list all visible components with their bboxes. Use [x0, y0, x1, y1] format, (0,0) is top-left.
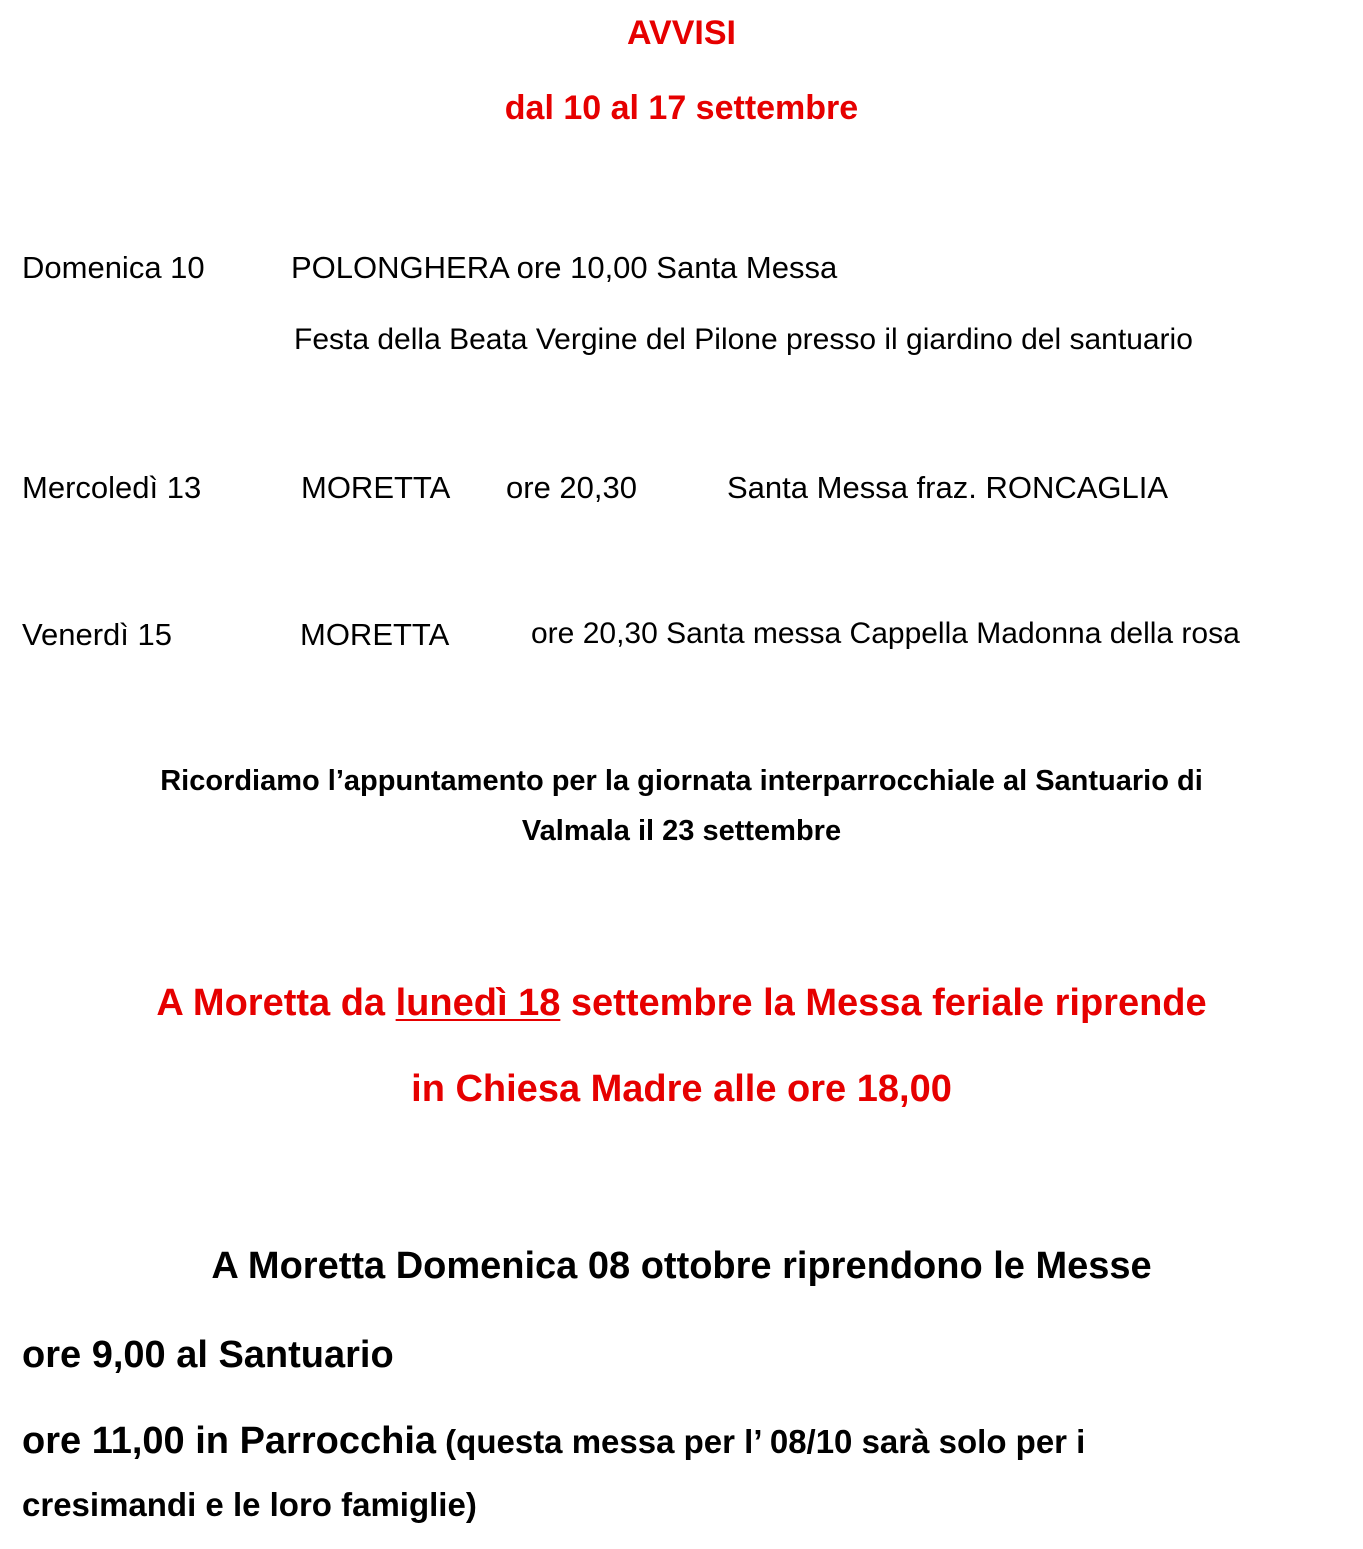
schedule-time-wednesday: ore 20,30 [506, 470, 637, 505]
sunday-mass-item-2-note: (questa messa per l’ 08/10 sarà solo per i [436, 1423, 1086, 1460]
weekday-mass-prefix: A Moretta da [156, 982, 396, 1024]
sunday-mass-heading: A Moretta Domenica 08 ottobre riprendono le Messe [211, 1245, 1152, 1287]
weekday-mass-date: lunedì 18 [395, 982, 561, 1024]
schedule-day-sunday: Domenica 10 [22, 250, 205, 285]
schedule-desc-friday: ore 20,30 Santa messa Cappella Madonna della rosa [531, 617, 1240, 650]
schedule-place-friday: MORETTA [300, 617, 450, 652]
schedule-day-wednesday: Mercoledì 13 [22, 470, 202, 505]
reminder-line-2: Valmala il 23 settembre [521, 815, 842, 847]
schedule-desc-wednesday: Santa Messa fraz. RONCAGLIA [727, 470, 1169, 505]
schedule-place-wednesday: MORETTA [301, 470, 451, 505]
sunday-mass-item-1: ore 9,00 al Santuario [22, 1334, 394, 1376]
sunday-mass-item-2-note-cont: cresimandi e le loro famiglie) [22, 1486, 477, 1523]
reminder-line-1: Ricordiamo l’appuntamento per la giornata interparrocchiale al Santuario di [160, 765, 1203, 797]
page-subtitle: dal 10 al 17 settembre [504, 89, 859, 127]
weekday-mass-line-2: in Chiesa Madre alle ore 18,00 [411, 1068, 952, 1110]
weekday-mass-suffix: settembre la Messa feriale riprende [560, 982, 1207, 1024]
schedule-note-sunday: Festa della Beata Vergine del Pilone presso il giardino del santuario [294, 323, 1193, 356]
page-title: AVVISI [627, 14, 736, 52]
sunday-mass-item-2-main: ore 11,00 in Parrocchia [22, 1420, 437, 1462]
schedule-place-sunday: POLONGHERA ore 10,00 Santa Messa [291, 250, 838, 285]
sunday-mass-item-2 [22, 1420, 1085, 1463]
schedule-day-friday: Venerdì 15 [22, 617, 172, 652]
weekday-mass-line-1 [0, 982, 1363, 1025]
